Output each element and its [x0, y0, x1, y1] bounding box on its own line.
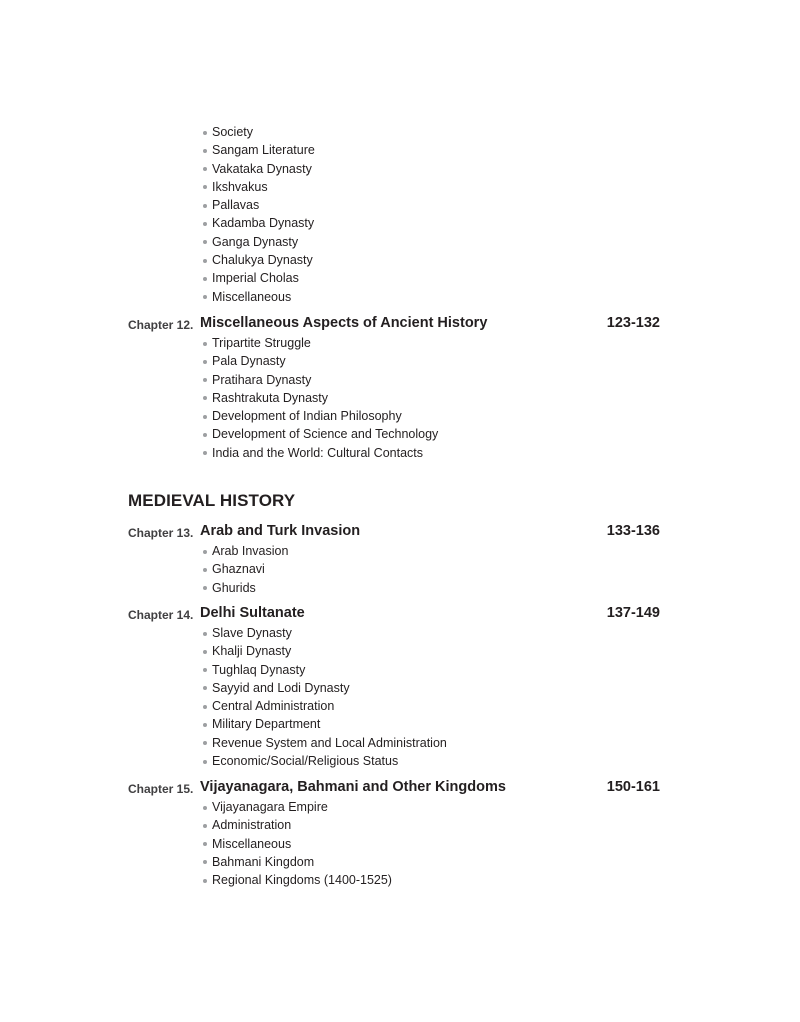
chapter-label: Chapter 13. [128, 526, 194, 540]
chapter-label: Chapter 15. [128, 782, 194, 796]
topic-item: Khalji Dynasty [212, 642, 447, 660]
chapter-topic-list [212, 542, 288, 597]
topic-item: Tughlaq Dynasty [212, 661, 447, 679]
chapter-page-range: 133-136 [606, 523, 660, 539]
topic-item: Administration [212, 816, 392, 834]
topic-item: Pallavas [212, 196, 315, 214]
topic-item: Kadamba Dynasty [212, 214, 315, 232]
chapter-label: Chapter 14. [128, 608, 194, 622]
topic-item: Revenue System and Local Administration [212, 734, 447, 752]
chapter-title: Arab and Turk Invasion [200, 523, 361, 539]
chapter-page-range: 137-149 [606, 605, 660, 621]
topic-item: Central Administration [212, 697, 447, 715]
topic-item: India and the World: Cultural Contacts [212, 444, 438, 462]
chapter-page-range: 123-132 [606, 315, 660, 331]
chapter-title: Vijayanagara, Bahmani and Other Kingdoms [200, 779, 506, 795]
topic-item: Chalukya Dynasty [212, 251, 315, 269]
topic-item: Ghaznavi [212, 560, 288, 578]
chapter-title: Delhi Sultanate [200, 605, 305, 621]
topic-item: Slave Dynasty [212, 624, 447, 642]
chapter-title: Miscellaneous Aspects of Ancient History [200, 315, 488, 331]
chapter-topic-list [212, 624, 447, 770]
topic-item: Sayyid and Lodi Dynasty [212, 679, 447, 697]
topic-item: Economic/Social/Religious Status [212, 752, 447, 770]
chapter-page-range: 150-161 [606, 779, 660, 795]
topic-item: Vijayanagara Empire [212, 798, 392, 816]
topic-item: Development of Indian Philosophy [212, 407, 438, 425]
topic-item: Miscellaneous [212, 288, 315, 306]
topic-item: Miscellaneous [212, 835, 392, 853]
topic-item: Regional Kingdoms (1400-1525) [212, 871, 392, 889]
topic-item: Pratihara Dynasty [212, 371, 438, 389]
topic-item: Development of Science and Technology [212, 425, 438, 443]
topic-item: Bahmani Kingdom [212, 853, 392, 871]
chapter-topic-list [212, 798, 392, 889]
topic-item: Imperial Cholas [212, 269, 315, 287]
topic-item: Sangam Literature [212, 141, 315, 159]
topic-item: Ikshvakus [212, 178, 315, 196]
topic-item: Pala Dynasty [212, 352, 438, 370]
topic-item: Rashtrakuta Dynasty [212, 389, 438, 407]
topic-item: Military Department [212, 715, 447, 733]
chapter-label: Chapter 12. [128, 318, 194, 332]
continued-topic-list [212, 123, 315, 306]
topic-item: Arab Invasion [212, 542, 288, 560]
chapter-topic-list [212, 334, 438, 462]
topic-item: Tripartite Struggle [212, 334, 438, 352]
topic-item: Society [212, 123, 315, 141]
section-heading: MEDIEVAL HISTORY [128, 491, 296, 510]
topic-item: Ganga Dynasty [212, 233, 315, 251]
topic-item: Ghurids [212, 579, 288, 597]
topic-item: Vakataka Dynasty [212, 160, 315, 178]
